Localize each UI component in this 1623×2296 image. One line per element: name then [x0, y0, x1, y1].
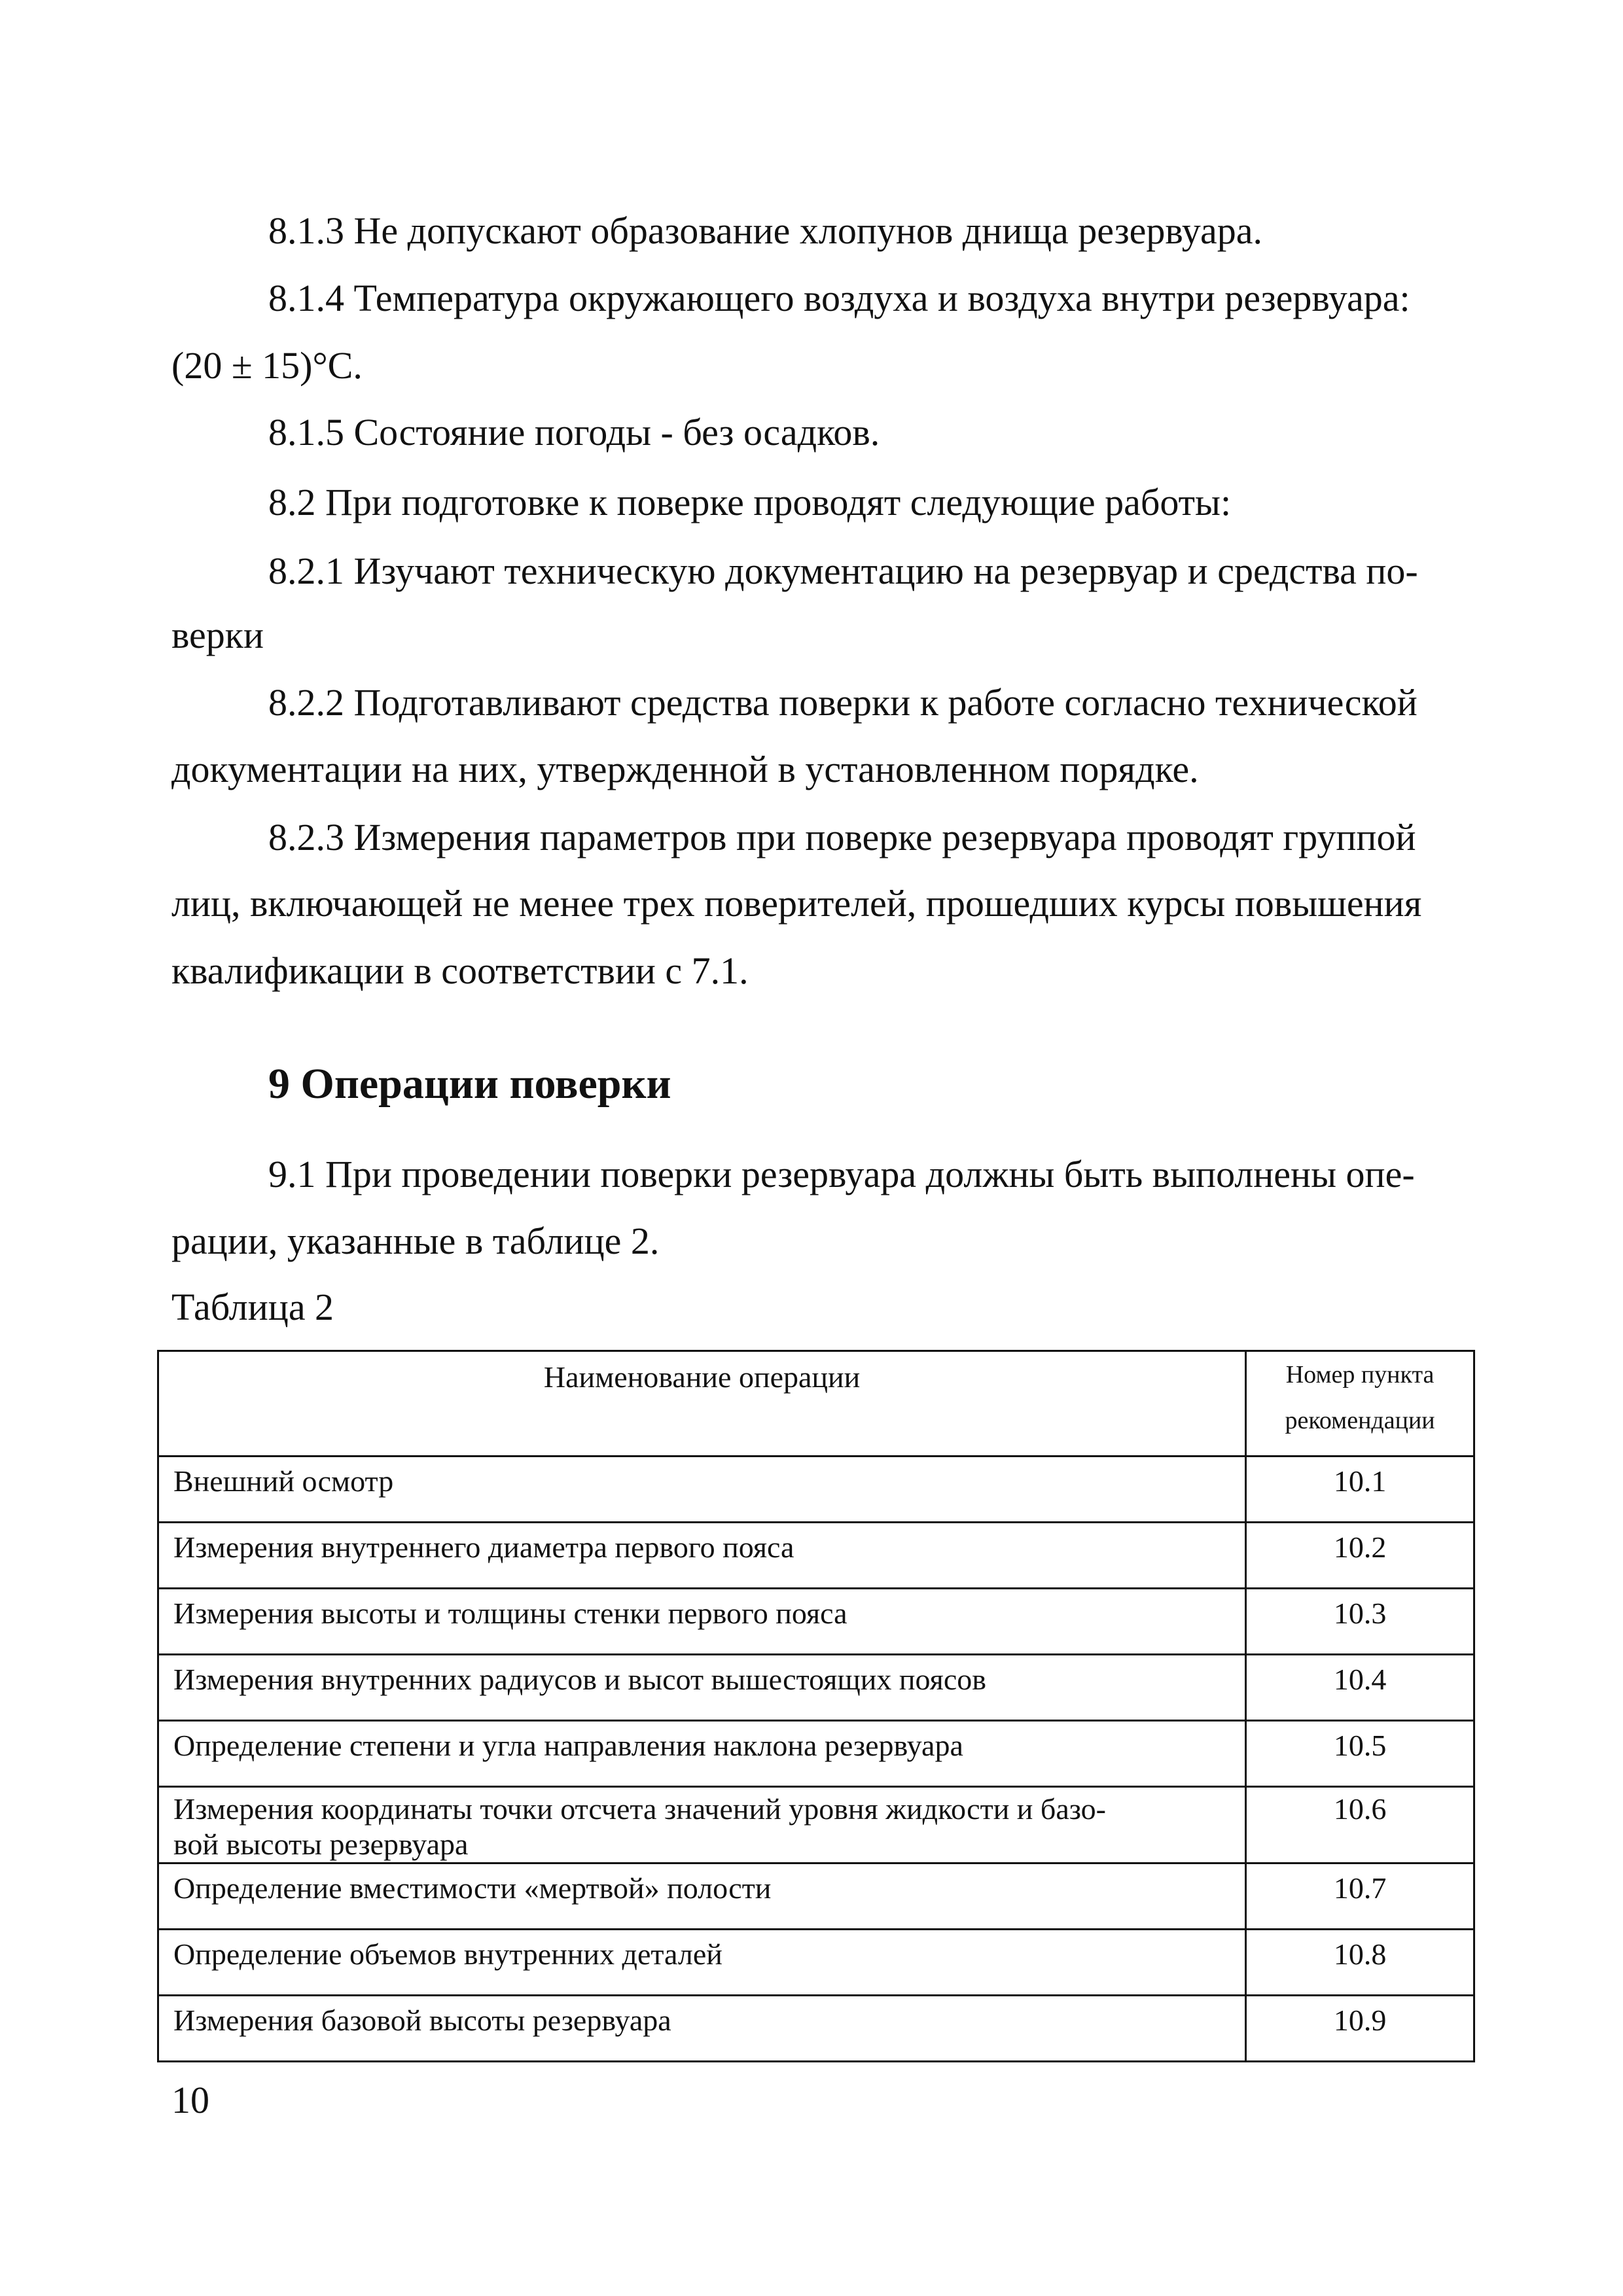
operation-name: Измерения внутреннего диаметра первого пояса	[158, 1523, 1246, 1589]
operation-name: Измерения внутренних радиусов и высот вышестоящих поясов	[158, 1655, 1246, 1721]
table-caption: Таблица 2	[171, 1286, 334, 1328]
table-row	[158, 1930, 1474, 1996]
clause-number: 10.2	[1246, 1523, 1474, 1589]
operation-name: Измерения высоты и толщины стенки первого пояса	[158, 1589, 1246, 1655]
operation-name: Определение степени и угла направления наклона резервуара	[158, 1721, 1246, 1787]
table-row	[158, 1996, 1474, 2062]
paragraph-8-2-3-line-3: квалификации в соответствии с 7.1.	[171, 949, 749, 992]
header-clause-number	[1246, 1351, 1474, 1457]
paragraph-8-2-3-line-2: лиц, включающей не менее трех поверителей, прошедших курсы повышения	[171, 882, 1422, 925]
clause-number: 10.6	[1246, 1787, 1474, 1863]
operation-name: Измерения базовой высоты резервуара	[158, 1996, 1246, 2062]
clause-number: 10.4	[1246, 1655, 1474, 1721]
page-number: 10	[171, 2079, 209, 2121]
paragraph-8-1-4-line-2: (20 ± 15)°С.	[171, 344, 363, 387]
clause-number: 10.5	[1246, 1721, 1474, 1787]
clause-number: 10.8	[1246, 1930, 1474, 1996]
paragraph-8-1-5: 8.1.5 Состояние погоды - без осадков.	[268, 411, 880, 453]
operation-name: Определение объемов внутренних деталей	[158, 1930, 1246, 1996]
operation-name	[158, 1787, 1246, 1863]
table-row	[158, 1523, 1474, 1589]
operation-name-line-1: Измерения координаты точки отсчета значений уровня жидкости и базо-	[173, 1792, 1106, 1826]
paragraph-8-2-2-line-1: 8.2.2 Подготавливают средства поверки к работе согласно технической	[268, 681, 1418, 724]
paragraph-9-1-line-1: 9.1 При проведении поверки резервуара должны быть выполнены опе-	[268, 1153, 1415, 1195]
paragraph-8-2-3-line-1: 8.2.3 Измерения параметров при поверке резервуара проводят группой	[268, 816, 1416, 858]
header-clause-number-line-1: Номер пункта	[1285, 1361, 1435, 1388]
clause-number: 10.9	[1246, 1996, 1474, 2062]
operations-table	[157, 1350, 1475, 2062]
clause-number: 10.1	[1246, 1457, 1474, 1523]
table-row	[158, 1655, 1474, 1721]
table-row	[158, 1721, 1474, 1787]
operation-name-line-2: вой высоты резервуара	[173, 1828, 469, 1861]
header-clause-number-line-2: рекомендации	[1285, 1407, 1435, 1434]
paragraph-8-1-4-line-1: 8.1.4 Температура окружающего воздуха и воздуха внутри резервуара:	[268, 277, 1410, 319]
table-row	[158, 1589, 1474, 1655]
paragraph-9-1-line-2: рации, указанные в таблице 2.	[171, 1220, 660, 1262]
header-operation-name: Наименование операции	[158, 1351, 1246, 1457]
paragraph-8-2-1-line-1: 8.2.1 Изучают техническую документацию на резервуар и средства по-	[268, 550, 1418, 592]
paragraph-8-2: 8.2 При подготовке к поверке проводят следующие работы:	[268, 481, 1232, 523]
paragraph-8-2-2-line-2: документации на них, утвержденной в установленном порядке.	[171, 748, 1199, 790]
table-row	[158, 1457, 1474, 1523]
section-heading: 9 Операции поверки	[268, 1060, 671, 1108]
clause-number: 10.7	[1246, 1863, 1474, 1930]
paragraph-8-2-1-line-2: верки	[171, 614, 264, 656]
table-header-row	[158, 1351, 1474, 1457]
paragraph-8-1-3: 8.1.3 Не допускают образование хлопунов днища резервуара.	[268, 209, 1263, 252]
table-row	[158, 1787, 1474, 1863]
clause-number: 10.3	[1246, 1589, 1474, 1655]
operation-name: Внешний осмотр	[158, 1457, 1246, 1523]
operation-name: Определение вместимости «мертвой» полости	[158, 1863, 1246, 1930]
table-row	[158, 1863, 1474, 1930]
